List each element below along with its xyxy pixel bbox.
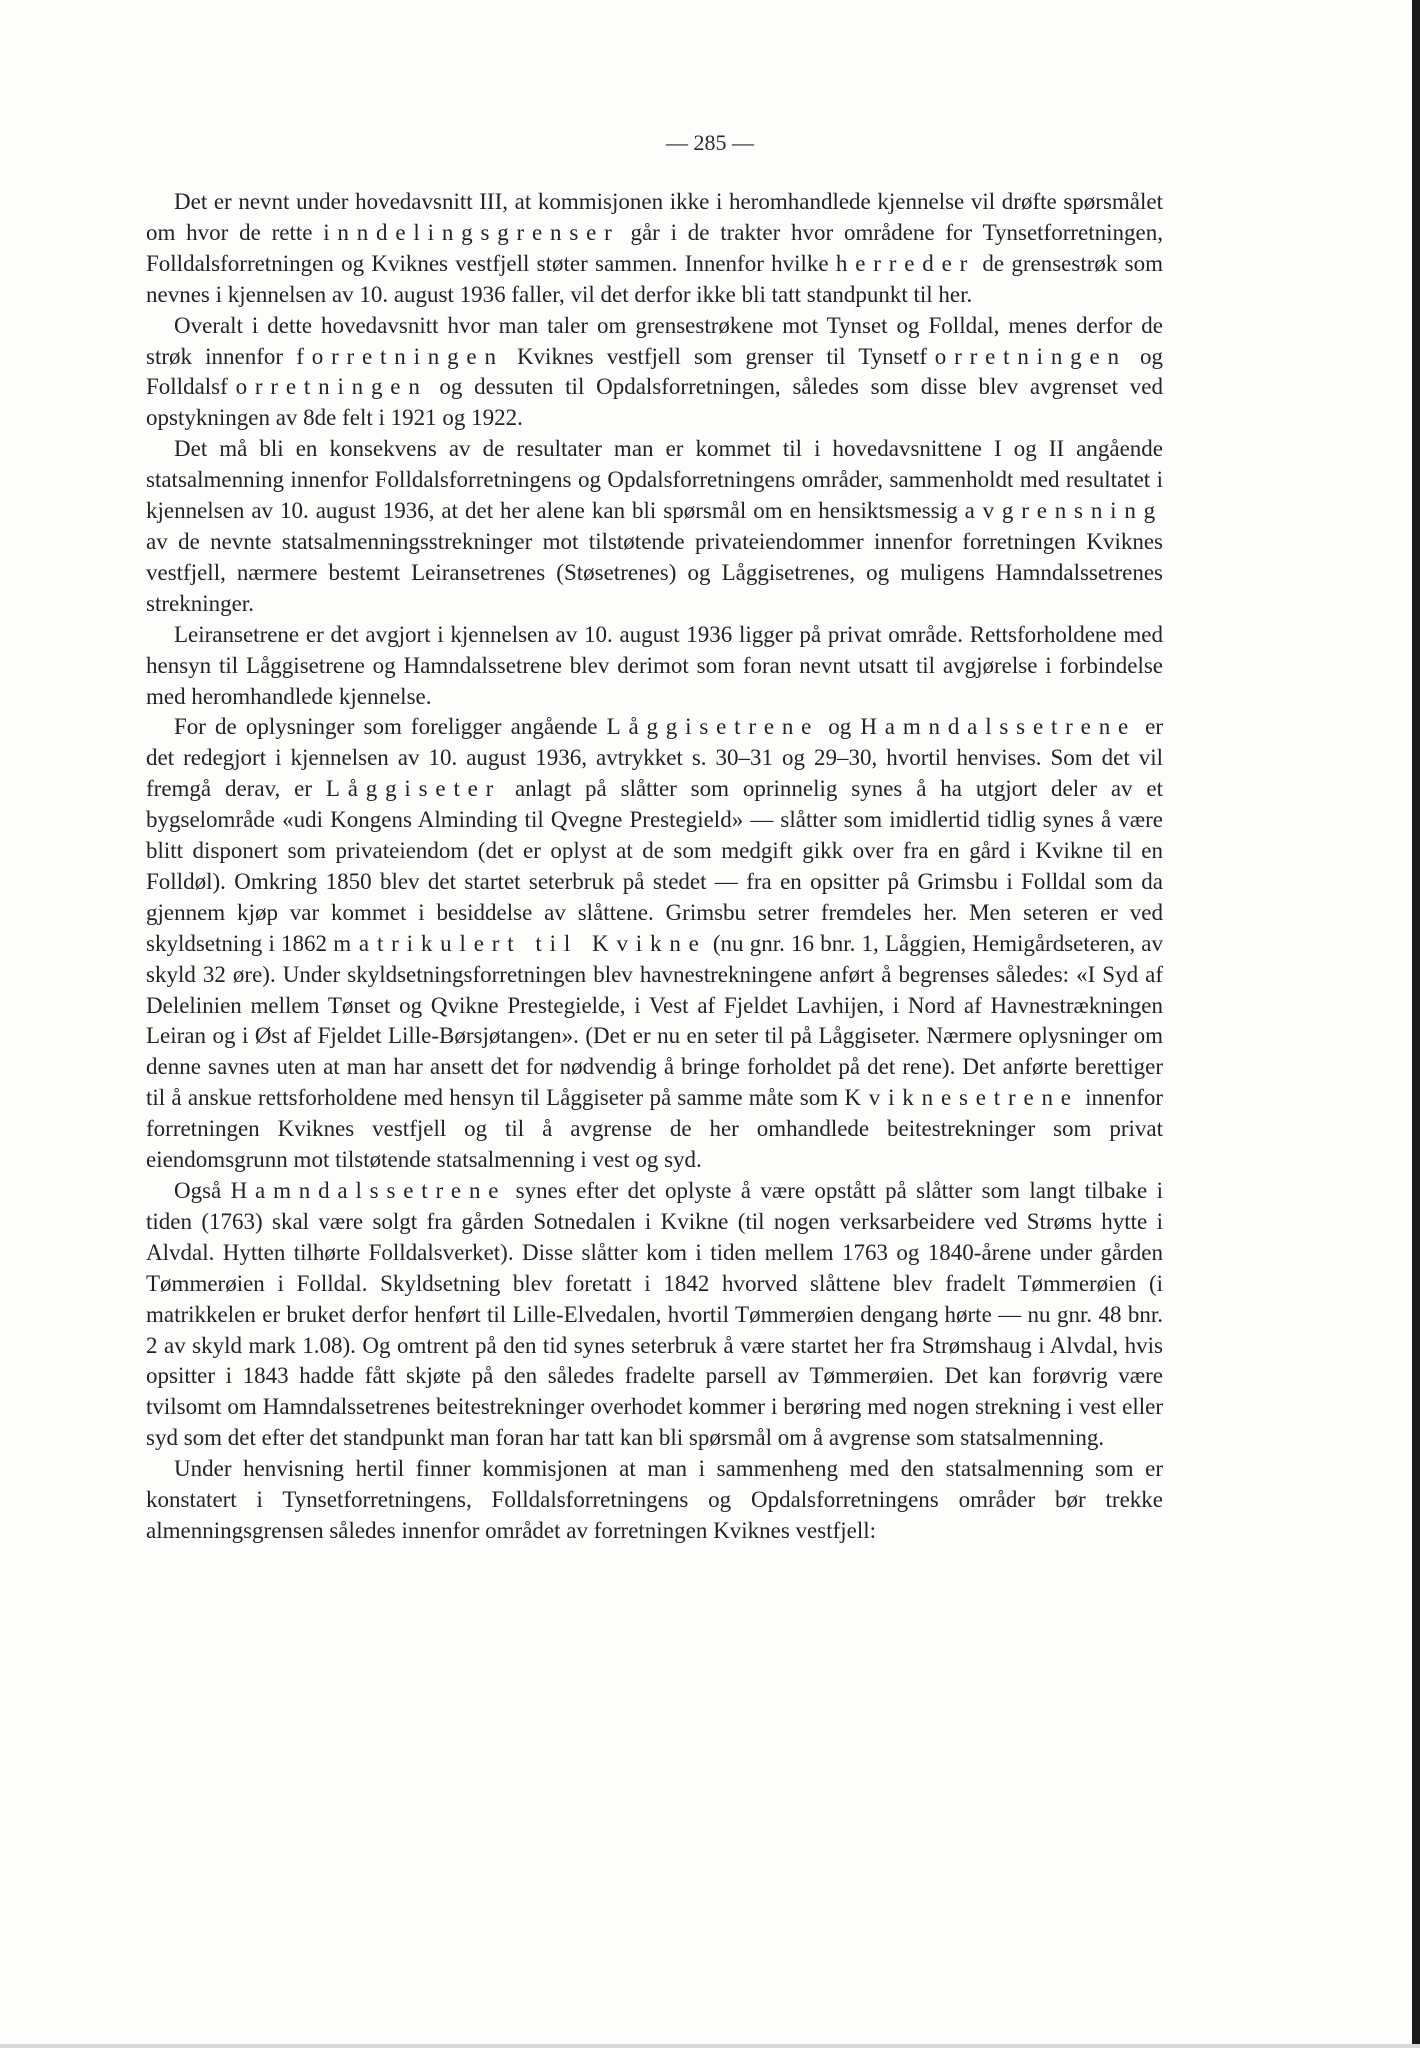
text-run: synes efter det oplyste å være opstått på slåtter som langt tilbake i tiden (1763) skal være solgt fra gården Sotnedalen i Kvikne (til nogen verksarbeidere ved Strøms hytte i Alvdal. Hytten tilhørte Folldalsverket). Disse slåtter kom i tiden mellem 1763 og 1840-årene under gården Tømmerøien i Folldal. Skyldsetning blev foretatt i 1842 hvorved slåttene blev fradelt Tømmerøien (i matrikkelen er bruket derfor henført til Lille-Elvedalen, hvortil Tømmerøien dengang hørte — nu gnr. 48 bnr. 2 av skyld mark 1.08). Og omtrent på den tid synes seterbruk å være startet her fra Strømshaug i Alvdal, hvis opsitter i 1843 hadde fått skjøte på den således fradelte parsell av Tømmerøien. Det kan forøvrig være tvilsomt om Hamndalssetrenes beitestrekninger overhodet kommer i berøring med nogen strekning i vest eller syd som det efter det standpunkt man foran har tatt kan bli spørsmål om å avgrense som statsalmenning. xyxy=(146,1178,1163,1451)
paragraph xyxy=(146,1176,1163,1454)
text-run: Leiransetrene er det avgjort i kjennelsen av 10. august 1936 ligger på privat område. Rettsforholdene med hensyn til Låggisetrene og Hamndalssetrene blev derimot som foran nevnt utsatt til avgjørelse i forbindelse med heromhandlede kjennelse. xyxy=(146,621,1163,709)
text-run: Overalt i dette hovedavsnitt hvor man taler om grensestrøkene mot Tynset og Folldal, menes derfor de strøk innenfor xyxy=(146,312,1163,369)
spaced-emphasis: avgrensning xyxy=(964,498,1163,524)
spaced-emphasis: Låggisetrene xyxy=(606,714,820,740)
text-run: Også xyxy=(174,1178,231,1203)
spaced-emphasis: Hamndalssetrene xyxy=(860,714,1137,740)
text-run: og xyxy=(819,714,861,740)
paragraph xyxy=(146,1454,1163,1547)
paragraph xyxy=(146,712,1163,1176)
paragraph xyxy=(146,434,1163,619)
scan-edge-bottom xyxy=(0,2044,1420,2048)
spaced-emphasis: Hamndalssetrene xyxy=(230,1178,507,1203)
text-run: Kviknes vestfjell som grenser til Tynset xyxy=(503,343,920,369)
spaced-emphasis: Kviknesetrene xyxy=(844,1085,1079,1111)
spaced-emphasis: Låggiseter xyxy=(325,776,502,802)
text-run: Det må bli en konsekvens av de resultater man er kommet til i hovedavsnittene I og II angående statsalmenning innenfor Folldalsforretningens og Opdalsforretningens områder, sammenholdt med resultatet i kjennelsen av 10. august 1936, at det her alene kan bli spørsmål om en hensiktsmessig xyxy=(146,436,1163,524)
spaced-emphasis: forretningen xyxy=(919,343,1127,369)
paragraph xyxy=(146,620,1163,713)
text-run: anlagt på slåtter som oprinnelig synes å ha utgjort deler av et bygselområde «udi Kongens Alminding til Qvegne Prestegield» — slåtter som imidlertid tidlig synes å være blitt disponert som privateiendom (det er oplyst at de som medgift gikk over fra en gård i Kvikne til en Folldøl). Omkring 1850 blev det startet seterbruk på stedet — fra en opsitter på Grimsbu i Folldal som da gjennem kjøp var kommet i besiddelse av slåttene. Grimsbu setrer fremdeles her. Men seteren er ved skyldsetning i 1862 xyxy=(146,776,1163,956)
page-number: — 285 — xyxy=(666,130,754,155)
body-text xyxy=(146,187,1163,1547)
text-run: For de oplysninger som foreligger angående xyxy=(174,714,607,740)
text-run: (nu gnr. 16 bnr. 1, Låggien, Hemigårdseteren, av skyld 32 øre). Under skyldsetningsforretningen blev havnestrekningene anført å begrenses således: «I Syd af Delelinien mellem Tønset og Qvikne Prestegielde, i Vest af Fjeldet Lavhijen, i Nord af Havnestrækningen Leiran og i Øst af Fjeldet Lille-Børsjøtangen». (Det er nu en seter til på Låggiseter. Nærmere oplysninger om denne savnes uten at man har ansett det for nødvendig å bringe forholdet på det rene). Det anførte berettiger til å anskue rettsforholdene med hensyn til Låggiseter på samme måte som xyxy=(146,930,1163,1111)
text-run: Under henvisning hertil finner kommisjonen at man i sammenheng med den statsalmenning som er konstatert i Tynsetforretningens, Folldalsforretningens og Opdalsforretningens områder bør trekke almenningsgrensen således innenfor området av forretningen Kviknes vestfjell: xyxy=(146,1456,1163,1543)
spaced-emphasis: forretningen xyxy=(220,374,428,400)
text-run: de grensestrøk som nevnes i kjennelsen av 10. august 1936 faller, vil det derfor ikke bli tatt standpunkt til her. xyxy=(146,250,1163,307)
spaced-emphasis: matrikulert til Kvikne xyxy=(333,930,707,956)
text-run: og Folldals xyxy=(146,343,1164,400)
paragraph xyxy=(146,187,1163,311)
spaced-emphasis: herreder xyxy=(835,250,976,276)
spaced-emphasis: forretningen xyxy=(296,343,504,369)
paragraph xyxy=(146,311,1163,435)
text-run: går i de trakter hvor områdene for Tynsetforretningen, Folldalsforretningen og Kviknes vestfjell støter sammen. Innenfor hvilke xyxy=(146,219,1163,276)
text-run: Det er nevnt under hovedavsnitt III, at kommisjonen ikke i heromhandlede kjennelse vil drøfte spørsmålet om hvor de rette xyxy=(146,189,1163,245)
text-run: innenfor forretningen Kviknes vestfjell og til å avgrense de her omhandlede beitestrekninger som privat eiendomsgrunn mot tilstøtende statsalmenning i vest og syd. xyxy=(146,1085,1164,1173)
text-run: er det redegjort i kjennelsen av 10. august 1936, avtrykket s. 30–31 og 29–30, hvortil henvises. Som det vil fremgå derav, er xyxy=(146,714,1163,802)
text-run: og dessuten til Opdalsforretningen, således som disse blev avgrenset ved opstykningen av 8de felt i 1921 og 1922. xyxy=(146,374,1163,431)
spaced-emphasis: inndelingsgrenser xyxy=(323,219,620,245)
scan-edge xyxy=(1412,0,1420,2048)
text-run: av de nevnte statsalmenningsstrekninger mot tilstøtende privateiendommer innenfor forretningen Kviknes vestfjell, nærmere bestemt Leiransetrenes (Støsetrenes) og Låggisetrenes, og muligens Hamndalssetrenes strekninger. xyxy=(146,528,1163,616)
